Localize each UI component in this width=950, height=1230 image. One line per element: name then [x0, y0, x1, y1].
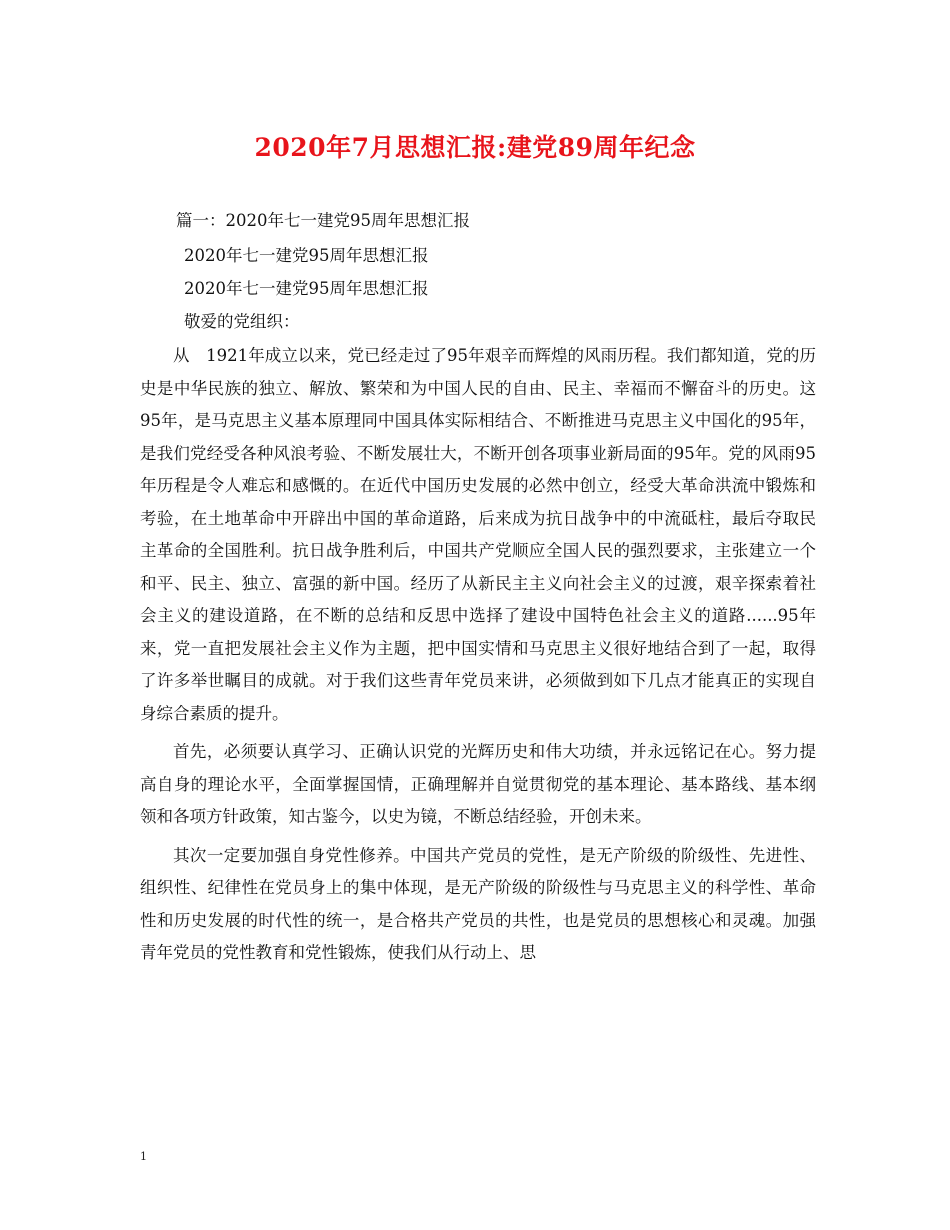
paragraph-3: 其次一定要加强自身党性修养。中国共产党员的党性，是无产阶级的阶级性、先进性、组织性、纪律性在党员身上的集中体现，是无产阶级的阶级性与马克思主义的科学性、革命性和历史发展的时代性的统一，是合格共产党员的共性，也是党员的思想核心和灵魂。加强青年党员的党性教育和党性锻炼，使我们从行动上、思: [140, 845, 816, 962]
paragraph-2: 首先，必须要认真学习、正确认识党的光辉历史和伟大功绩，并永远铭记在心。努力提高自身的理论水平，全面掌握国情，正确理解并自觉贯彻党的基本理论、基本路线、基本纲领和各项方针政策，知古鉴今，以史为镜，不断总结经验，开创未来。: [140, 742, 816, 826]
intro-line-1: 篇一：2020年七一建党95周年思想汇报: [176, 211, 470, 230]
body-text: [140, 340, 816, 970]
salutation: 敬爱的党组织：: [184, 312, 300, 331]
paragraph-1: 从 1921年成立以来，党已经走过了95年艰辛而辉煌的风雨历程。我们都知道，党的历史是中华民族的独立、解放、繁荣和为中国人民的自由、民主、幸福而不懈奋斗的历史。这95年，是马克思主义基本原理同中国具体实际相结合、不断推进马克思主义中国化的95年，是我们党经受各种风浪考验、不断发展壮大，不断开创各项事业新局面的95年。党的风雨95年历程是令人难忘和感慨的。在近代中国历史发展的必然中创立，经受大革命洪流中锻炼和考验，在土地革命中开辟出中国的革命道路，后来成为抗日战争中的中流砥柱，最后夺取民主革命的全国胜利。抗日战争胜利后，中国共产党顺应全国人民的强烈要求，主张建立一个和平、民主、独立、富强的新中国。经历了从新民主主义向社会主义的过渡，艰辛探索着社会主义的建设道路，在不断的总结和反思中选择了建设中国特色社会主义的道路......95年来，党一直把发展社会主义作为主题，把中国实情和马克思主义很好地结合到了一起，取得了许多举世瞩目的成就。对于我们这些青年党员来讲，必须做到如下几点才能真正的实现自身综合素质的提升。: [140, 346, 816, 723]
intro-line-3: 2020年七一建党95周年思想汇报: [184, 279, 429, 298]
page-number: 1: [140, 1150, 147, 1163]
intro-line-2: 2020年七一建党95周年思想汇报: [184, 246, 429, 265]
document-title: 2020年7月思想汇报:建党89周年纪念: [254, 133, 696, 162]
